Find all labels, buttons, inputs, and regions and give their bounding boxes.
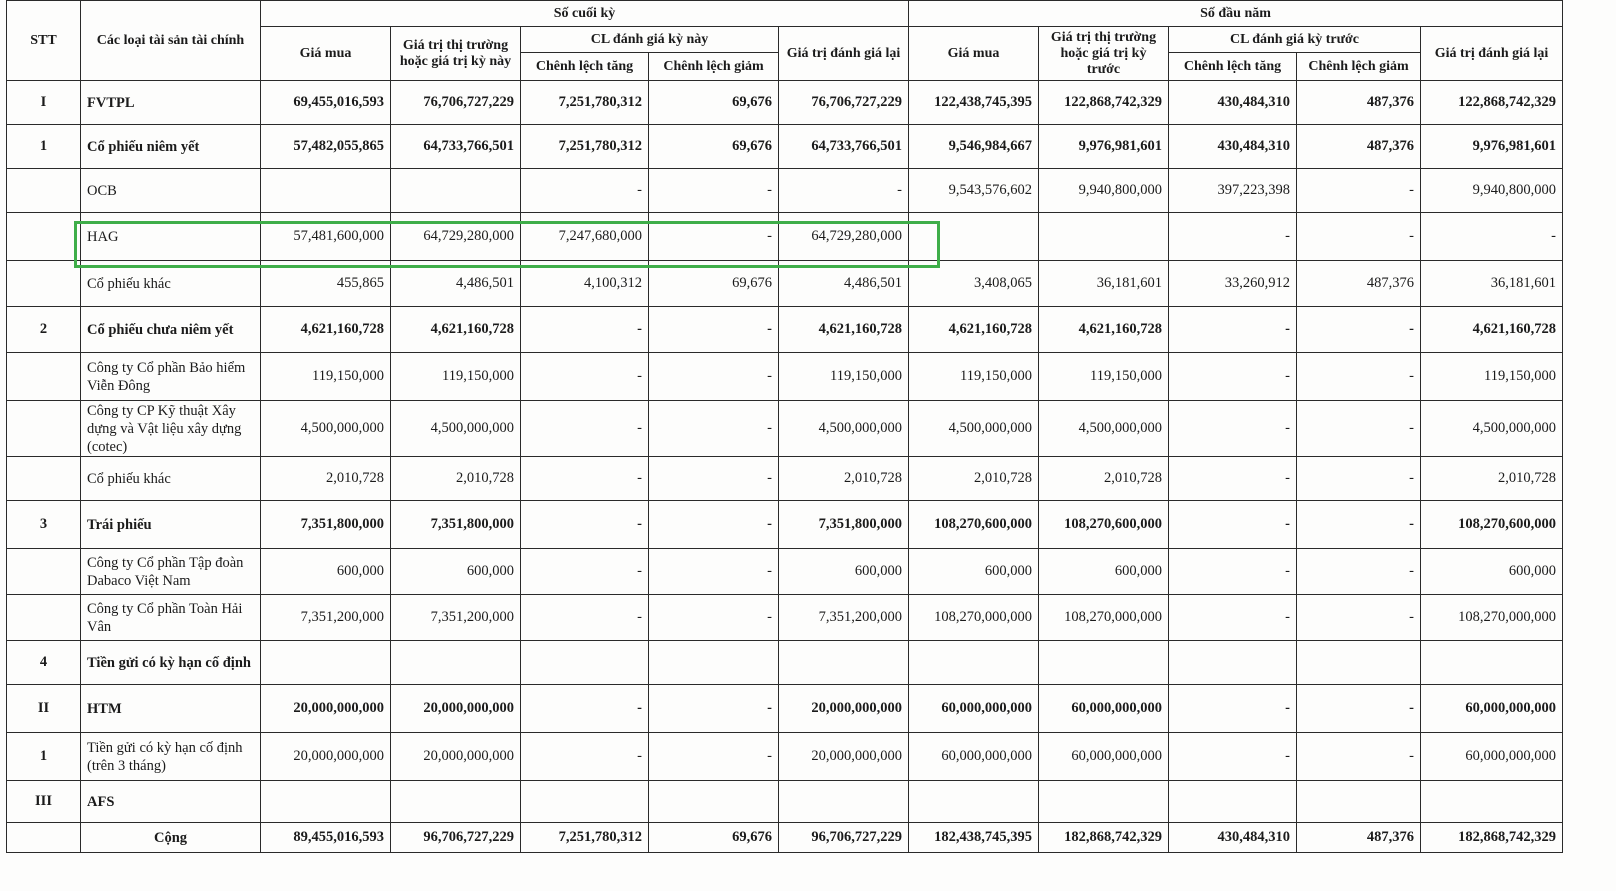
- row-asset-name: Công ty CP Kỹ thuật Xây dựng và Vật liệu xây dựng (cotec): [81, 401, 261, 457]
- row-value-cell: -: [649, 685, 779, 733]
- row-value-cell: -: [1297, 353, 1421, 401]
- row-value-cell: 397,223,398: [1169, 169, 1297, 213]
- row-stt: [7, 823, 81, 853]
- header-decrease-end: Chênh lệch giảm: [649, 53, 779, 81]
- row-value-cell: 76,706,727,229: [391, 81, 521, 125]
- table-row: [7, 401, 1563, 457]
- row-value-cell: -: [1169, 685, 1297, 733]
- row-value-cell: 119,150,000: [1039, 353, 1169, 401]
- table-row: [7, 595, 1563, 641]
- row-value-cell: 2,010,728: [909, 457, 1039, 501]
- table-row: [7, 549, 1563, 595]
- row-value-cell: 9,976,981,601: [1039, 125, 1169, 169]
- header-purchase-price-end: Giá mua: [261, 27, 391, 81]
- row-value-cell: 60,000,000,000: [909, 685, 1039, 733]
- row-stt: [7, 213, 81, 261]
- row-value-cell: -: [1169, 307, 1297, 353]
- row-stt: II: [7, 685, 81, 733]
- row-stt: [7, 549, 81, 595]
- table-row: [7, 457, 1563, 501]
- header-purchase-price-start: Giá mua: [909, 27, 1039, 81]
- row-value-cell: 430,484,310: [1169, 81, 1297, 125]
- row-value-cell: 430,484,310: [1169, 125, 1297, 169]
- row-value-cell: 2,010,728: [779, 457, 909, 501]
- row-value-cell: -: [521, 685, 649, 733]
- row-asset-name: OCB: [81, 169, 261, 213]
- row-value-cell: 7,351,800,000: [391, 501, 521, 549]
- row-value-cell: 7,351,200,000: [779, 595, 909, 641]
- row-value-cell: [649, 781, 779, 823]
- table-row: [7, 641, 1563, 685]
- row-value-cell: 20,000,000,000: [779, 733, 909, 781]
- row-value-cell: 119,150,000: [909, 353, 1039, 401]
- row-value-cell: 487,376: [1297, 823, 1421, 853]
- row-value-cell: [1169, 641, 1297, 685]
- row-asset-name: Cổ phiếu khác: [81, 261, 261, 307]
- row-value-cell: 600,000: [909, 549, 1039, 595]
- row-value-cell: [1039, 213, 1169, 261]
- header-start-year: Số đầu năm: [909, 1, 1563, 27]
- row-value-cell: 9,940,800,000: [1421, 169, 1563, 213]
- row-value-cell: 4,500,000,000: [1421, 401, 1563, 457]
- row-asset-name: Công ty Cổ phần Tập đoàn Dabaco Việt Nam: [81, 549, 261, 595]
- row-value-cell: [1039, 781, 1169, 823]
- row-value-cell: 4,500,000,000: [779, 401, 909, 457]
- financial-assets-table: [6, 0, 1563, 853]
- row-value-cell: 119,150,000: [1421, 353, 1563, 401]
- row-asset-name: Cổ phiếu niêm yết: [81, 125, 261, 169]
- row-value-cell: -: [1169, 733, 1297, 781]
- row-value-cell: -: [1297, 501, 1421, 549]
- row-stt: [7, 401, 81, 457]
- row-value-cell: 600,000: [1039, 549, 1169, 595]
- row-value-cell: 64,729,280,000: [391, 213, 521, 261]
- row-value-cell: [521, 781, 649, 823]
- table-row: [7, 213, 1563, 261]
- row-value-cell: [909, 641, 1039, 685]
- row-value-cell: -: [521, 733, 649, 781]
- row-value-cell: -: [1169, 457, 1297, 501]
- table-row: [7, 169, 1563, 213]
- row-value-cell: 108,270,000,000: [1039, 595, 1169, 641]
- row-value-cell: [391, 169, 521, 213]
- row-value-cell: 9,543,576,602: [909, 169, 1039, 213]
- row-value-cell: -: [1421, 213, 1563, 261]
- row-value-cell: 20,000,000,000: [391, 685, 521, 733]
- row-value-cell: -: [1297, 733, 1421, 781]
- row-value-cell: 33,260,912: [1169, 261, 1297, 307]
- row-asset-name: Tiền gửi có kỳ hạn cố định: [81, 641, 261, 685]
- row-value-cell: -: [521, 307, 649, 353]
- row-stt: 1: [7, 125, 81, 169]
- header-decrease-start: Chênh lệch giảm: [1297, 53, 1421, 81]
- row-value-cell: -: [1297, 307, 1421, 353]
- row-value-cell: 4,500,000,000: [391, 401, 521, 457]
- row-value-cell: 20,000,000,000: [779, 685, 909, 733]
- header-cl-current: CL đánh giá kỳ này: [521, 27, 779, 53]
- row-stt: 1: [7, 733, 81, 781]
- row-value-cell: 57,481,600,000: [261, 213, 391, 261]
- row-value-cell: -: [521, 549, 649, 595]
- row-value-cell: 7,351,800,000: [779, 501, 909, 549]
- header-increase-start: Chênh lệch tăng: [1169, 53, 1297, 81]
- row-value-cell: -: [1297, 169, 1421, 213]
- table-row: [7, 307, 1563, 353]
- header-stt: STT: [7, 1, 81, 81]
- row-value-cell: 20,000,000,000: [261, 685, 391, 733]
- row-value-cell: [779, 641, 909, 685]
- row-value-cell: 7,247,680,000: [521, 213, 649, 261]
- row-value-cell: 69,676: [649, 125, 779, 169]
- row-value-cell: 4,500,000,000: [1039, 401, 1169, 457]
- row-value-cell: [1297, 781, 1421, 823]
- row-value-cell: 182,438,745,395: [909, 823, 1039, 853]
- row-value-cell: 3,408,065: [909, 261, 1039, 307]
- row-value-cell: 36,181,601: [1421, 261, 1563, 307]
- row-value-cell: [649, 641, 779, 685]
- header-asset-type: Các loại tài sản tài chính: [81, 1, 261, 81]
- row-value-cell: -: [521, 169, 649, 213]
- row-asset-name: Cộng: [81, 823, 261, 853]
- row-value-cell: 600,000: [779, 549, 909, 595]
- row-asset-name: Cổ phiếu chưa niêm yết: [81, 307, 261, 353]
- row-value-cell: 96,706,727,229: [391, 823, 521, 853]
- row-value-cell: 4,621,160,728: [391, 307, 521, 353]
- row-value-cell: -: [521, 595, 649, 641]
- row-value-cell: -: [1297, 401, 1421, 457]
- row-value-cell: 7,351,200,000: [261, 595, 391, 641]
- row-value-cell: 57,482,055,865: [261, 125, 391, 169]
- row-value-cell: -: [649, 501, 779, 549]
- row-stt: 4: [7, 641, 81, 685]
- header-cl-prior: CL đánh giá kỳ trước: [1169, 27, 1421, 53]
- row-value-cell: -: [1297, 595, 1421, 641]
- row-value-cell: 4,486,501: [779, 261, 909, 307]
- row-value-cell: 108,270,600,000: [1421, 501, 1563, 549]
- row-value-cell: 69,676: [649, 81, 779, 125]
- table-row: [7, 685, 1563, 733]
- row-value-cell: [261, 169, 391, 213]
- row-value-cell: 487,376: [1297, 261, 1421, 307]
- table-row: [7, 781, 1563, 823]
- row-value-cell: -: [1169, 213, 1297, 261]
- table-row: [7, 353, 1563, 401]
- row-value-cell: 4,621,160,728: [779, 307, 909, 353]
- row-value-cell: -: [1297, 213, 1421, 261]
- row-value-cell: -: [521, 401, 649, 457]
- row-value-cell: 7,251,780,312: [521, 823, 649, 853]
- table-row: [7, 261, 1563, 307]
- row-stt: [7, 457, 81, 501]
- row-stt: [7, 169, 81, 213]
- row-value-cell: -: [1297, 685, 1421, 733]
- row-value-cell: 64,733,766,501: [391, 125, 521, 169]
- row-value-cell: 600,000: [261, 549, 391, 595]
- row-value-cell: 60,000,000,000: [909, 733, 1039, 781]
- row-value-cell: [1421, 781, 1563, 823]
- row-value-cell: -: [1169, 401, 1297, 457]
- row-value-cell: -: [649, 307, 779, 353]
- row-value-cell: -: [649, 401, 779, 457]
- row-value-cell: 60,000,000,000: [1421, 685, 1563, 733]
- row-value-cell: 108,270,600,000: [1039, 501, 1169, 549]
- row-value-cell: 4,621,160,728: [261, 307, 391, 353]
- row-asset-name: Tiền gửi có kỳ hạn cố định (trên 3 tháng): [81, 733, 261, 781]
- row-value-cell: 108,270,600,000: [909, 501, 1039, 549]
- row-value-cell: 89,455,016,593: [261, 823, 391, 853]
- row-value-cell: 2,010,728: [1421, 457, 1563, 501]
- row-value-cell: 108,270,000,000: [909, 595, 1039, 641]
- row-value-cell: 96,706,727,229: [779, 823, 909, 853]
- row-value-cell: [391, 781, 521, 823]
- row-value-cell: -: [649, 353, 779, 401]
- row-value-cell: [261, 781, 391, 823]
- row-stt: I: [7, 81, 81, 125]
- row-value-cell: -: [649, 169, 779, 213]
- row-value-cell: [909, 781, 1039, 823]
- row-value-cell: 182,868,742,329: [1421, 823, 1563, 853]
- row-value-cell: 2,010,728: [391, 457, 521, 501]
- row-value-cell: 36,181,601: [1039, 261, 1169, 307]
- row-value-cell: -: [649, 595, 779, 641]
- row-value-cell: 76,706,727,229: [779, 81, 909, 125]
- row-stt: 3: [7, 501, 81, 549]
- row-value-cell: 7,251,780,312: [521, 125, 649, 169]
- header-market-value-prior: Giá trị thị trường hoặc giá trị kỳ trước: [1039, 27, 1169, 81]
- row-value-cell: 4,100,312: [521, 261, 649, 307]
- row-value-cell: -: [521, 353, 649, 401]
- header-revalued-end: Giá trị đánh giá lại: [779, 27, 909, 81]
- row-stt: 2: [7, 307, 81, 353]
- row-value-cell: 20,000,000,000: [261, 733, 391, 781]
- row-value-cell: 4,621,160,728: [1421, 307, 1563, 353]
- header-end-period: Số cuối kỳ: [261, 1, 909, 27]
- row-stt: [7, 261, 81, 307]
- header-market-value-current: Giá trị thị trường hoặc giá trị kỳ này: [391, 27, 521, 81]
- row-asset-name: HAG: [81, 213, 261, 261]
- row-value-cell: -: [1169, 595, 1297, 641]
- row-asset-name: Công ty Cổ phần Bảo hiểm Viễn Đông: [81, 353, 261, 401]
- row-value-cell: 122,438,745,395: [909, 81, 1039, 125]
- table-row: [7, 125, 1563, 169]
- row-value-cell: 430,484,310: [1169, 823, 1297, 853]
- table-row: [7, 81, 1563, 125]
- row-value-cell: -: [649, 549, 779, 595]
- row-value-cell: 4,621,160,728: [1039, 307, 1169, 353]
- row-value-cell: 4,500,000,000: [909, 401, 1039, 457]
- row-value-cell: -: [649, 733, 779, 781]
- row-value-cell: 9,940,800,000: [1039, 169, 1169, 213]
- row-value-cell: [1039, 641, 1169, 685]
- table-header: [7, 1, 1563, 81]
- row-value-cell: 600,000: [391, 549, 521, 595]
- row-value-cell: 69,676: [649, 823, 779, 853]
- row-value-cell: [1169, 781, 1297, 823]
- row-value-cell: 2,010,728: [261, 457, 391, 501]
- row-value-cell: 60,000,000,000: [1421, 733, 1563, 781]
- table-row: [7, 733, 1563, 781]
- row-value-cell: 122,868,742,329: [1421, 81, 1563, 125]
- row-value-cell: -: [1297, 457, 1421, 501]
- row-stt: III: [7, 781, 81, 823]
- row-value-cell: 69,455,016,593: [261, 81, 391, 125]
- row-value-cell: 9,976,981,601: [1421, 125, 1563, 169]
- row-value-cell: 119,150,000: [779, 353, 909, 401]
- row-value-cell: 122,868,742,329: [1039, 81, 1169, 125]
- row-value-cell: 487,376: [1297, 81, 1421, 125]
- row-value-cell: [1297, 641, 1421, 685]
- row-value-cell: [261, 641, 391, 685]
- row-value-cell: -: [649, 457, 779, 501]
- header-increase-end: Chênh lệch tăng: [521, 53, 649, 81]
- row-value-cell: 4,621,160,728: [909, 307, 1039, 353]
- row-value-cell: -: [521, 457, 649, 501]
- row-value-cell: -: [649, 213, 779, 261]
- row-value-cell: 4,500,000,000: [261, 401, 391, 457]
- row-value-cell: 182,868,742,329: [1039, 823, 1169, 853]
- row-value-cell: -: [1169, 501, 1297, 549]
- table-row: [7, 501, 1563, 549]
- row-value-cell: 4,486,501: [391, 261, 521, 307]
- row-asset-name: HTM: [81, 685, 261, 733]
- row-asset-name: FVTPL: [81, 81, 261, 125]
- row-asset-name: Công ty Cổ phần Toàn Hải Vân: [81, 595, 261, 641]
- row-asset-name: AFS: [81, 781, 261, 823]
- row-value-cell: 108,270,000,000: [1421, 595, 1563, 641]
- row-stt: [7, 353, 81, 401]
- row-value-cell: -: [1169, 549, 1297, 595]
- row-value-cell: [391, 641, 521, 685]
- row-value-cell: -: [1169, 353, 1297, 401]
- row-value-cell: 487,376: [1297, 125, 1421, 169]
- row-asset-name: Cổ phiếu khác: [81, 457, 261, 501]
- row-value-cell: 64,729,280,000: [779, 213, 909, 261]
- row-value-cell: 60,000,000,000: [1039, 685, 1169, 733]
- row-value-cell: 455,865: [261, 261, 391, 307]
- header-revalued-start: Giá trị đánh giá lại: [1421, 27, 1563, 81]
- row-value-cell: [1421, 641, 1563, 685]
- row-value-cell: -: [1297, 549, 1421, 595]
- row-value-cell: [779, 781, 909, 823]
- row-value-cell: 2,010,728: [1039, 457, 1169, 501]
- table-body: [7, 81, 1563, 853]
- row-value-cell: 7,251,780,312: [521, 81, 649, 125]
- row-asset-name: Trái phiếu: [81, 501, 261, 549]
- row-value-cell: [521, 641, 649, 685]
- row-value-cell: 60,000,000,000: [1039, 733, 1169, 781]
- row-value-cell: 119,150,000: [391, 353, 521, 401]
- row-value-cell: 64,733,766,501: [779, 125, 909, 169]
- row-value-cell: 9,546,984,667: [909, 125, 1039, 169]
- row-value-cell: 69,676: [649, 261, 779, 307]
- row-value-cell: [909, 213, 1039, 261]
- row-value-cell: 7,351,200,000: [391, 595, 521, 641]
- row-value-cell: -: [521, 501, 649, 549]
- row-value-cell: 600,000: [1421, 549, 1563, 595]
- row-value-cell: 119,150,000: [261, 353, 391, 401]
- row-stt: [7, 595, 81, 641]
- row-value-cell: 7,351,800,000: [261, 501, 391, 549]
- table-row: [7, 823, 1563, 853]
- row-value-cell: 20,000,000,000: [391, 733, 521, 781]
- row-value-cell: -: [779, 169, 909, 213]
